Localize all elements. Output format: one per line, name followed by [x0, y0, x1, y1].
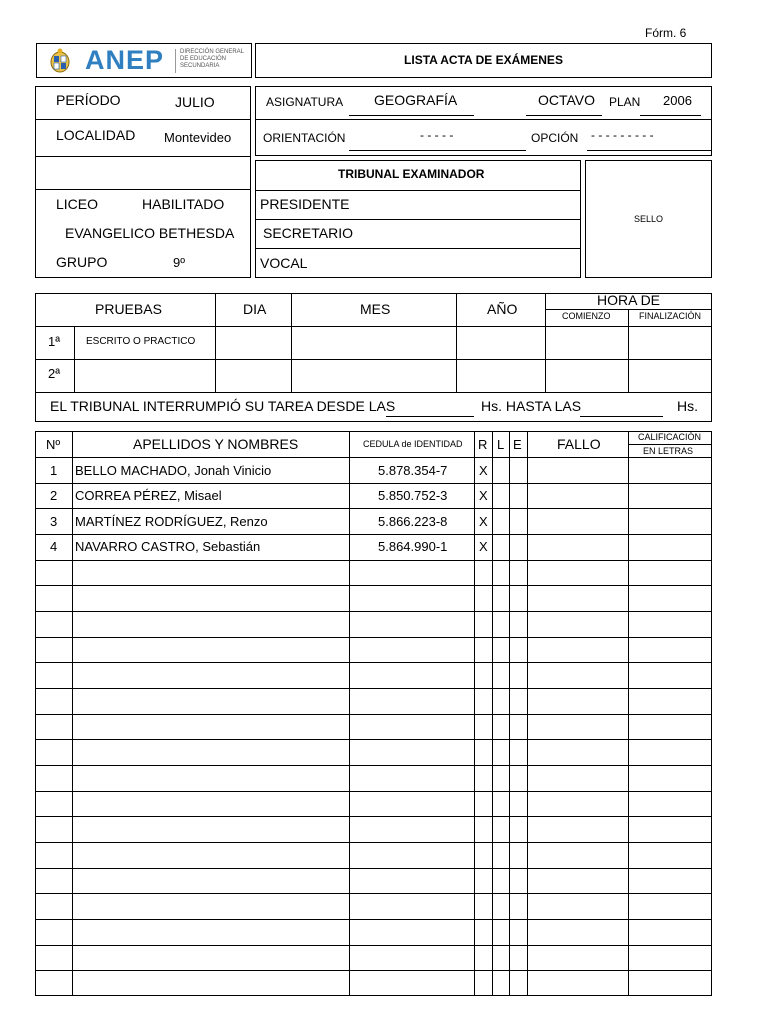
finalizacion-header: FINALIZACIÓN [639, 311, 702, 321]
table-row-line [35, 765, 712, 766]
comienzo-header: COMIENZO [562, 311, 611, 321]
periodo-label: PERÍODO [56, 92, 121, 108]
table-row-line [35, 970, 712, 971]
localidad-value: Montevideo [164, 130, 232, 145]
prueba-2-num: 2ª [48, 366, 61, 381]
r-header: R [478, 437, 488, 452]
table-row-line [35, 637, 712, 638]
opcion-value: - - - - - - - - - [591, 128, 654, 142]
row-3-name: MARTÍNEZ RODRÍGUEZ, Renzo [75, 514, 268, 529]
orientacion-label: ORIENTACIÓN [263, 131, 346, 145]
table-row-line [35, 893, 712, 894]
plan-value: 2006 [663, 93, 692, 108]
table-row-line [35, 508, 712, 509]
table-row-line [35, 945, 712, 946]
table-row-line [35, 534, 712, 535]
vocal-label: VOCAL [260, 255, 308, 271]
row-2-ci: 5.850.752-3 [378, 488, 448, 503]
mes-header: MES [360, 301, 391, 317]
pruebas-header: PRUEBAS [95, 301, 162, 317]
table-row-line [35, 842, 712, 843]
cedula-header: CEDULA de IDENTIDAD [363, 439, 463, 449]
curso-value: OCTAVO [538, 92, 596, 108]
title-box [255, 43, 712, 78]
table-row-line [35, 585, 712, 586]
row-4-ci: 5.864.990-1 [378, 539, 448, 554]
table-row-line [35, 816, 712, 817]
prueba-1-num: 1ª [48, 334, 61, 349]
liceo-value: HABILITADO [142, 196, 225, 212]
row-4-num: 4 [50, 539, 58, 554]
page-title: LISTA ACTA DE EXÁMENES [404, 53, 563, 67]
tribunal-title: TRIBUNAL EXAMINADOR [338, 167, 485, 181]
calificacion-header: CALIFICACIÓN [638, 432, 702, 442]
table-row-line [35, 868, 712, 869]
interrupt-mid: Hs. HASTA LAS [481, 398, 582, 414]
presidente-label: PRESIDENTE [260, 196, 350, 212]
table-row-line [35, 791, 712, 792]
logo-box [36, 43, 252, 78]
table-row-line [35, 714, 712, 715]
en-letras-header: EN LETRAS [643, 446, 694, 456]
row-4-name: NAVARRO CASTRO, Sebastián [75, 539, 261, 554]
row-4-r: X [479, 539, 488, 554]
grupo-label: GRUPO [56, 254, 108, 270]
school-info-box [35, 86, 251, 278]
periodo-value: JULIO [175, 94, 215, 110]
num-header: Nº [46, 437, 61, 452]
row-1-num: 1 [50, 463, 58, 478]
asignatura-label: ASIGNATURA [266, 95, 344, 109]
interrupt-end: Hs. [677, 398, 698, 414]
grupo-value: 9º [173, 255, 185, 270]
row-1-name: BELLO MACHADO, Jonah Vinicio [75, 463, 272, 478]
logo-subtitle: DIRECCIÓN GENERAL DE EDUCACIÓN SECUNDARIA [180, 49, 245, 69]
secretario-label: SECRETARIO [263, 225, 353, 241]
prueba-1-type: ESCRITO O PRACTICO [86, 336, 196, 347]
hora-de-header: HORA DE [597, 292, 661, 308]
table-row-line [35, 739, 712, 740]
anep-logo-text: ANEP [85, 45, 165, 75]
l-header: L [497, 437, 505, 452]
table-row-line [35, 483, 712, 484]
table-row-line [35, 688, 712, 689]
sello-box [585, 160, 712, 278]
row-3-r: X [479, 514, 488, 529]
table-row-line [35, 611, 712, 612]
asignatura-value: GEOGRAFÍA [374, 92, 458, 108]
row-2-num: 2 [50, 488, 58, 503]
table-row-line [35, 919, 712, 920]
nombres-header: APELLIDOS Y NOMBRES [133, 436, 299, 452]
row-2-name: CORREA PÉREZ, Misael [75, 488, 222, 503]
opcion-label: OPCIÓN [531, 131, 579, 145]
form-number: Fórm. 6 [645, 26, 687, 40]
e-header: E [513, 437, 522, 452]
plan-label: PLAN [609, 95, 641, 109]
row-3-num: 3 [50, 514, 58, 529]
row-1-ci: 5.878.354-7 [378, 463, 448, 478]
dia-header: DIA [243, 301, 267, 317]
liceo-label: LICEO [56, 196, 99, 212]
sello-label: SELLO [633, 214, 664, 224]
orientacion-value: - - - - - [420, 128, 454, 142]
anio-header: AÑO [487, 301, 518, 317]
table-row-line [35, 560, 712, 561]
uruguay-coat-of-arms-icon [47, 48, 73, 74]
fallo-header: FALLO [557, 436, 601, 452]
row-1-r: X [479, 463, 488, 478]
row-3-ci: 5.866.223-8 [378, 514, 448, 529]
row-2-r: X [479, 488, 488, 503]
localidad-label: LOCALIDAD [56, 127, 136, 143]
liceo-name: EVANGELICO BETHESDA [65, 225, 235, 241]
interrupt-text: EL TRIBUNAL INTERRUMPIÓ SU TAREA DESDE LAS [50, 398, 396, 414]
table-row-line [35, 662, 712, 663]
